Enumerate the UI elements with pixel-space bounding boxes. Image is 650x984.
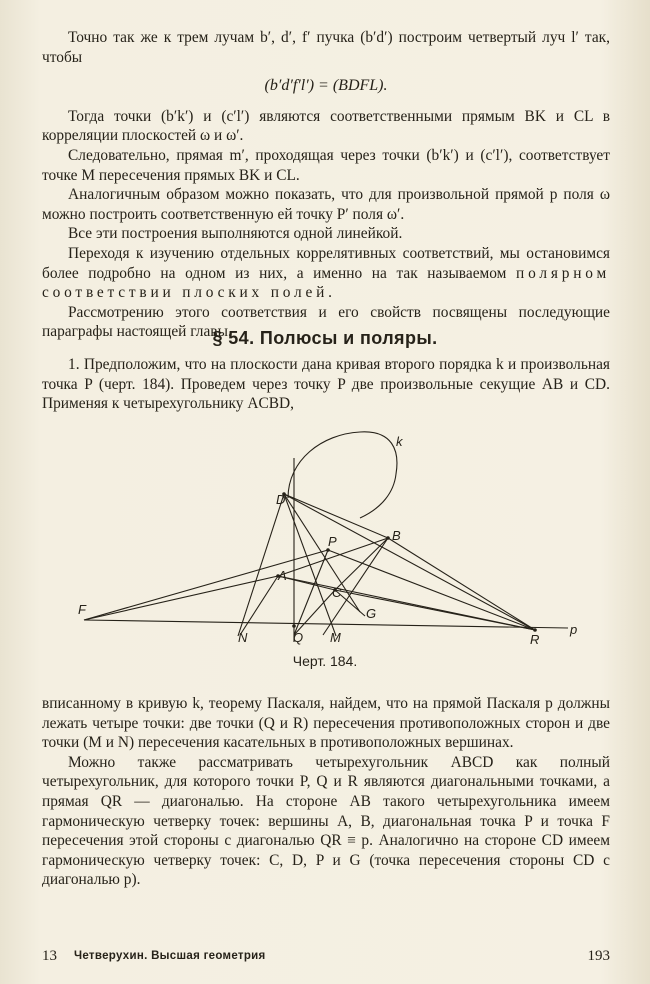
section-heading: § 54. Полюсы и поляры. — [212, 328, 438, 348]
label-n: N — [238, 630, 248, 645]
paragraph: Все эти построения выполняются одной линейкой. — [68, 225, 403, 243]
line-bc — [335, 538, 388, 590]
line-pr — [328, 550, 535, 630]
label-f: F — [78, 602, 86, 617]
paragraph: Рассмотрению этого соответствия и его свойств посвящены последующие параграфы настоящей главы. — [42, 303, 610, 341]
line-dg — [284, 494, 360, 612]
top-text — [42, 28, 610, 342]
signature-mark: 13 — [42, 948, 57, 964]
spaced-term: полярном соответствии плоских полей — [42, 264, 610, 302]
line-fa — [84, 576, 278, 620]
paragraph: 1. Предположим, что на плоскости дана кривая второго порядка k и произвольная точка P (черт. 184). Проведем через точку P две произвольные секущие AB и CD. Применяя к четырехугольнику ACBD, — [42, 356, 610, 413]
figure-caption: Черт. 184. — [292, 653, 358, 669]
line-cq — [294, 590, 335, 635]
point-q — [292, 624, 296, 628]
label-b: B — [392, 528, 401, 543]
paragraph: Тогда точки (b′k′) и (c′l′) являются соответственными прямым BK и CL в корреляции плоскостей ω и ω′. — [42, 107, 610, 145]
figure-drawing — [60, 430, 590, 650]
bottom-text — [42, 694, 610, 890]
running-title: Четверухин. Высшая геометрия — [74, 950, 266, 962]
line-an — [240, 576, 278, 635]
line-fp — [84, 550, 328, 620]
label-r: R — [530, 632, 540, 647]
text-run: Переходя к изучению отдельных коррелятивных соответствий, мы остановимся более подробно на одном из них, а именно на так называемом — [42, 244, 610, 282]
text-run: . — [328, 284, 333, 302]
label-q: Q — [293, 630, 304, 645]
label-m: M — [330, 630, 341, 645]
paragraph: Аналогичным образом можно показать, что для произвольной прямой p поля ω можно построить соответственную ей точку P′ поля ω′. — [42, 186, 610, 223]
label-line-p: p — [570, 622, 578, 637]
line-dr — [284, 494, 535, 630]
page-number: 193 — [587, 948, 610, 964]
label-c: C — [332, 585, 342, 600]
line-db — [284, 494, 388, 538]
section-intro — [42, 355, 610, 414]
line-cr — [335, 590, 535, 630]
cross-ratio-formula: (b′d′f′l′) = (BDFL). — [264, 77, 388, 95]
page-footer — [42, 948, 610, 968]
label-p: P — [328, 534, 337, 549]
label-g: G — [366, 606, 377, 621]
label-d: D — [276, 492, 286, 507]
figure-184 — [60, 430, 590, 650]
paragraph: Следовательно, прямая m′, проходящая через точки (b′k′) и (c′l′), соответствует точке M пересечения прямых BK и CL. — [42, 146, 610, 184]
line-br — [388, 538, 535, 630]
paragraph: Точно так же к трем лучам b′, d′, f′ пучка (b′d′) построим четвертый луч l′ так, чтобы — [42, 29, 610, 66]
point-b — [386, 536, 390, 540]
paragraph: вписанному в кривую k, теорему Паскаля, найдем, что на прямой Паскаля p должны лежать четыре точки: две точки (Q и R) пересечения противоположных сторон и две точки (M и N) пересечения касательных в противоположных вершинах. — [42, 695, 610, 752]
line-pq — [294, 550, 328, 635]
paragraph-polar — [42, 244, 610, 303]
label-k: k — [396, 434, 403, 449]
label-a: A — [278, 568, 287, 583]
paragraph: Можно также рассматривать четырехугольник ABCD как полный четырехугольник, для которого точки P, Q и R являются диагональными точками, а прямая QR — диагональю. На стороне AB такого четырехугольника имеем гармоническую четверку точек: вершины A, B, диагональная точка P и точка F пересечения этой стороны с диагональю QR ≡ p. Аналогично на стороне CD имеем гармоническую четверку точек: C, D, P и G (точка пересечения стороны CD с диагональю p). — [42, 753, 610, 889]
